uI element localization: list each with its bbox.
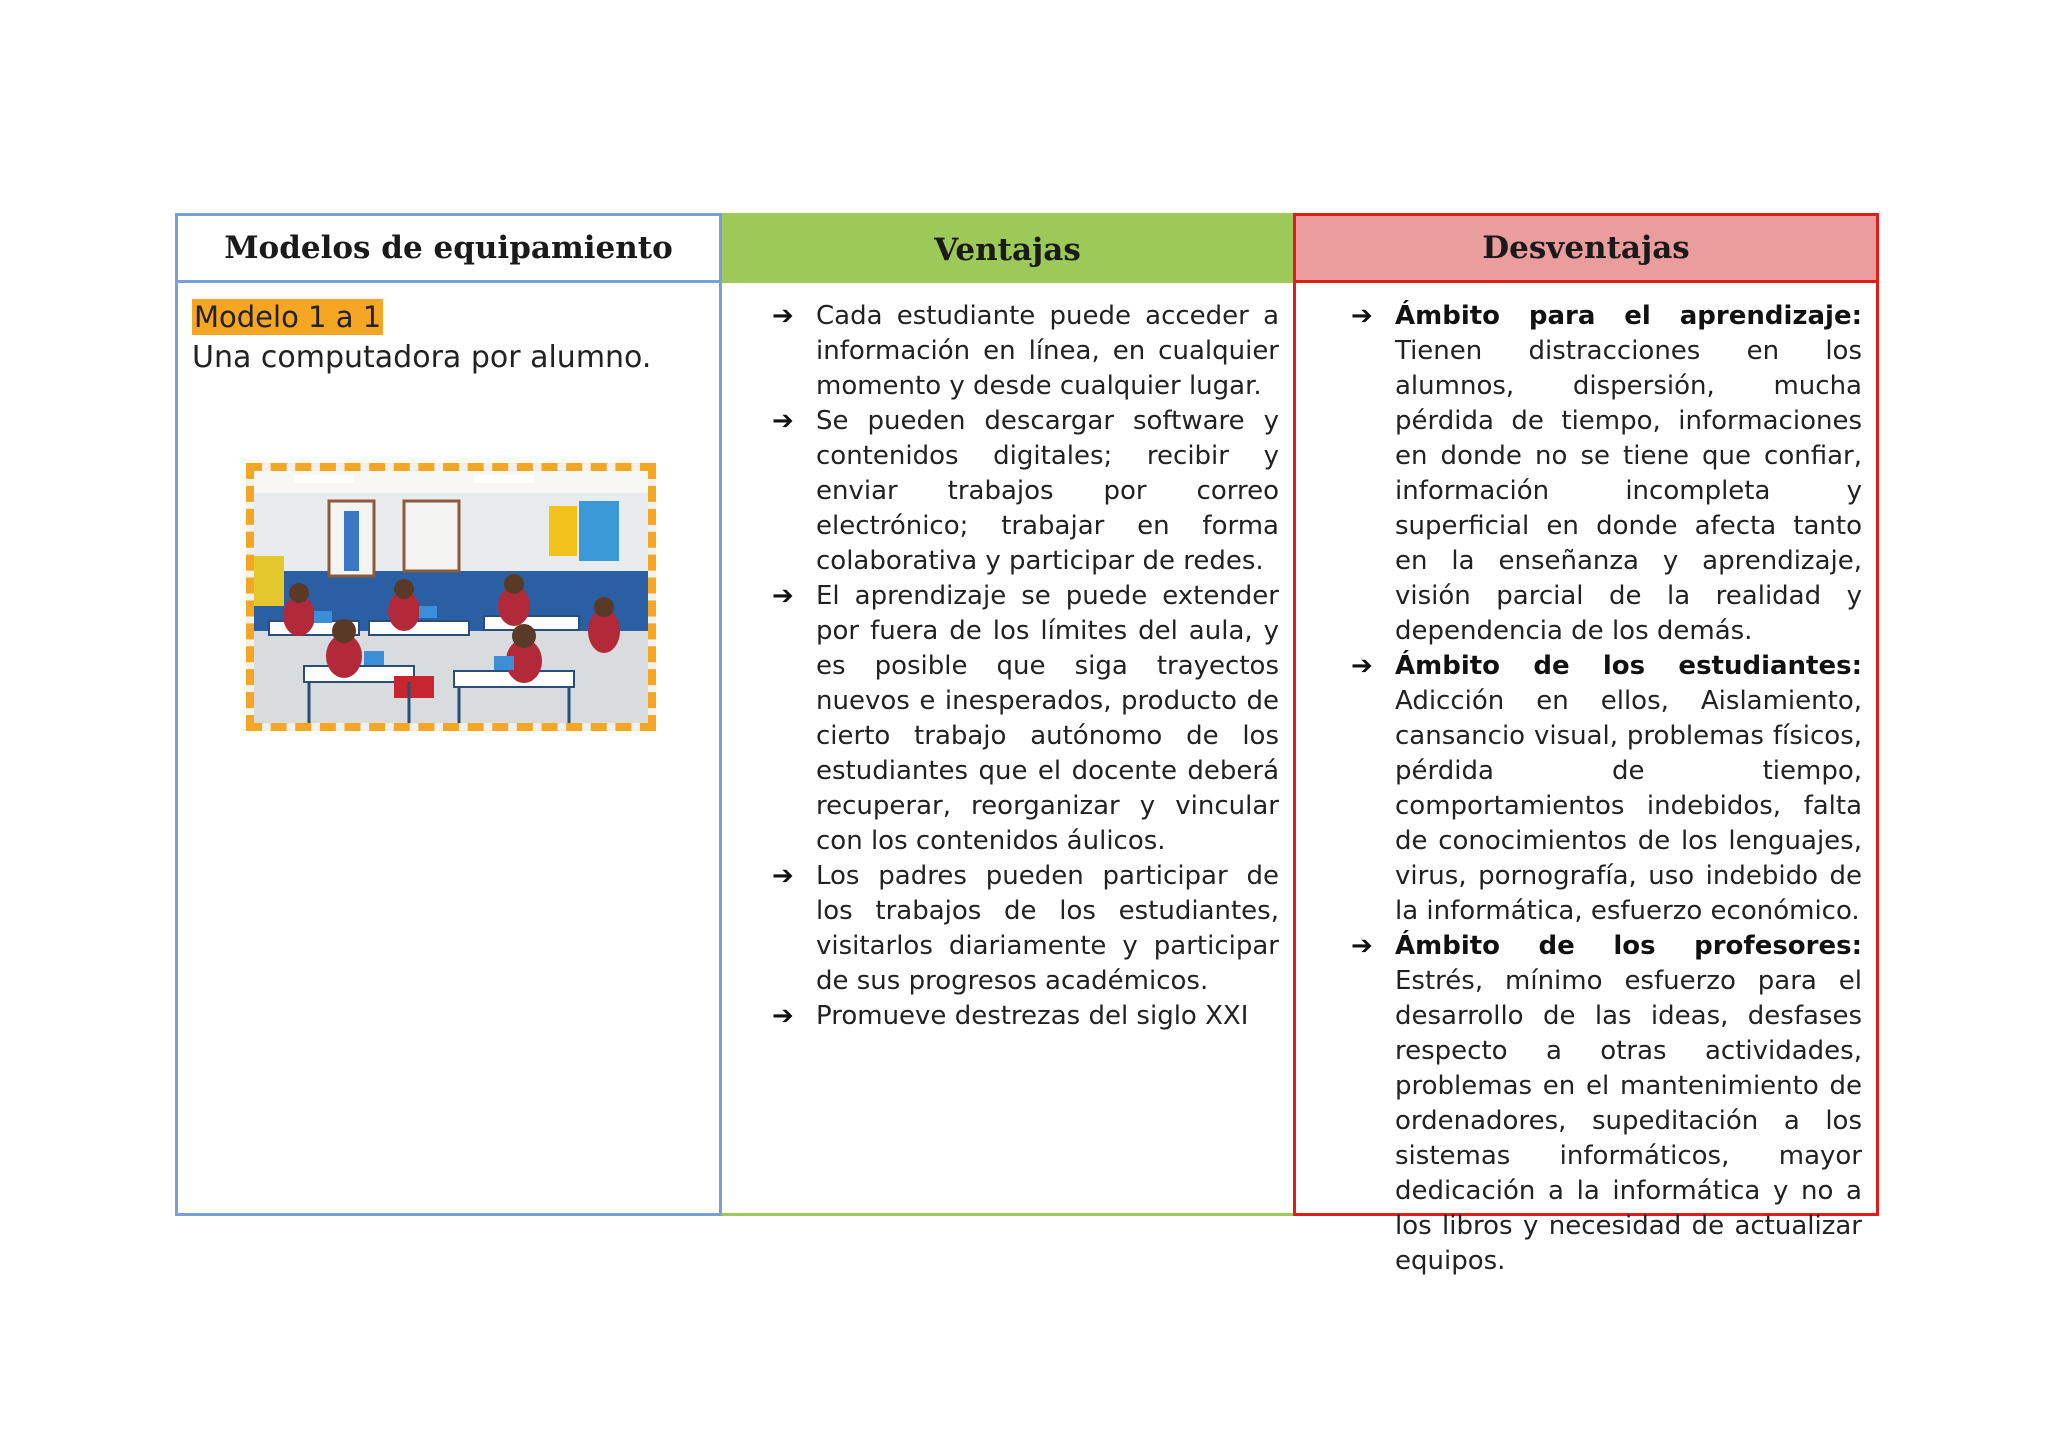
disadvantages-cell bbox=[1293, 283, 1879, 1276]
models-column bbox=[175, 213, 722, 1216]
disadvantages-header: Desventajas bbox=[1293, 213, 1879, 283]
disadvantages-column bbox=[1293, 213, 1879, 1276]
advantage-item: ➔ Se pueden descargar software y contenidos digitales; recibir y enviar trabajos por correo electrónico; trabajar en forma colaborativa y participar de redes. bbox=[772, 406, 1279, 576]
classroom-illustration bbox=[254, 471, 648, 723]
disadvantage-lead: Ámbito de los estudiantes: bbox=[1395, 651, 1862, 681]
advantage-item: ➔ Cada estudiante puede acceder a información en línea, en cualquier momento y desde cualquier lugar. bbox=[772, 301, 1279, 401]
models-header: Modelos de equipamiento bbox=[175, 213, 722, 283]
models-cell bbox=[175, 283, 722, 1216]
arrow-icon: ➔ bbox=[1351, 301, 1373, 331]
disadvantage-item bbox=[1351, 929, 1862, 1279]
disadvantages-list bbox=[1351, 299, 1862, 1279]
advantages-list bbox=[772, 299, 1279, 1034]
disadvantage-lead: Ámbito para el aprendizaje: bbox=[1395, 301, 1862, 331]
disadvantage-lead: Ámbito de los profesores: bbox=[1395, 931, 1862, 961]
classroom-photo bbox=[246, 463, 656, 731]
model-description: Una computadora por alumno. bbox=[192, 340, 652, 375]
arrow-icon: ➔ bbox=[772, 861, 794, 891]
disadvantage-text: Estrés, mínimo esfuerzo para el desarrollo de las ideas, desfases respecto a otras actividades, problemas en el mantenimiento de ordenadores, supeditación a los sistemas informáticos, mayor dedicación a la informática y no a los libros y necesidad de actualizar equipos. bbox=[1395, 966, 1862, 1276]
arrow-icon: ➔ bbox=[772, 301, 794, 331]
advantages-header: Ventajas bbox=[722, 213, 1293, 283]
disadvantage-text: Adicción en ellos, Aislamiento, cansancio visual, problemas físicos, pérdida de tiempo, comportamientos indebidos, falta de conocimientos de los lenguajes, virus, pornografía, uso indebido de la informática, esfuerzo económico. bbox=[1395, 686, 1862, 926]
advantage-item: ➔ Promueve destrezas del siglo XXI bbox=[772, 999, 1279, 1034]
arrow-icon: ➔ bbox=[1351, 651, 1373, 681]
advantage-item: ➔ Los padres pueden participar de los trabajos de los estudiantes, visitarlos diariamente y participar de sus progresos académicos. bbox=[772, 861, 1279, 996]
advantages-column bbox=[722, 213, 1293, 1216]
disadvantage-item bbox=[1351, 299, 1862, 649]
disadvantage-text: Tienen distracciones en los alumnos, dispersión, mucha pérdida de tiempo, informaciones en donde no se tiene que confiar, información incompleta y superficial en donde afecta tanto en la enseñanza y aprendizaje, visión parcial de la realidad y dependencia de los demás. bbox=[1395, 336, 1862, 646]
arrow-icon: ➔ bbox=[1351, 931, 1373, 961]
advantage-item: ➔ El aprendizaje se puede extender por fuera de los límites del aula, y es posible que siga trayectos nuevos e inesperados, producto de cierto trabajo autónomo de los estudiantes que el docente deberá recuperar, reorganizar y vincular con los contenidos áulicos. bbox=[772, 581, 1279, 856]
disadvantage-item bbox=[1351, 649, 1862, 929]
arrow-icon: ➔ bbox=[772, 1001, 794, 1031]
arrow-icon: ➔ bbox=[772, 406, 794, 436]
model-label: Modelo 1 a 1 bbox=[194, 300, 382, 334]
arrow-icon: ➔ bbox=[772, 581, 794, 611]
advantages-cell bbox=[722, 283, 1293, 1216]
comparison-table bbox=[175, 213, 1879, 1276]
